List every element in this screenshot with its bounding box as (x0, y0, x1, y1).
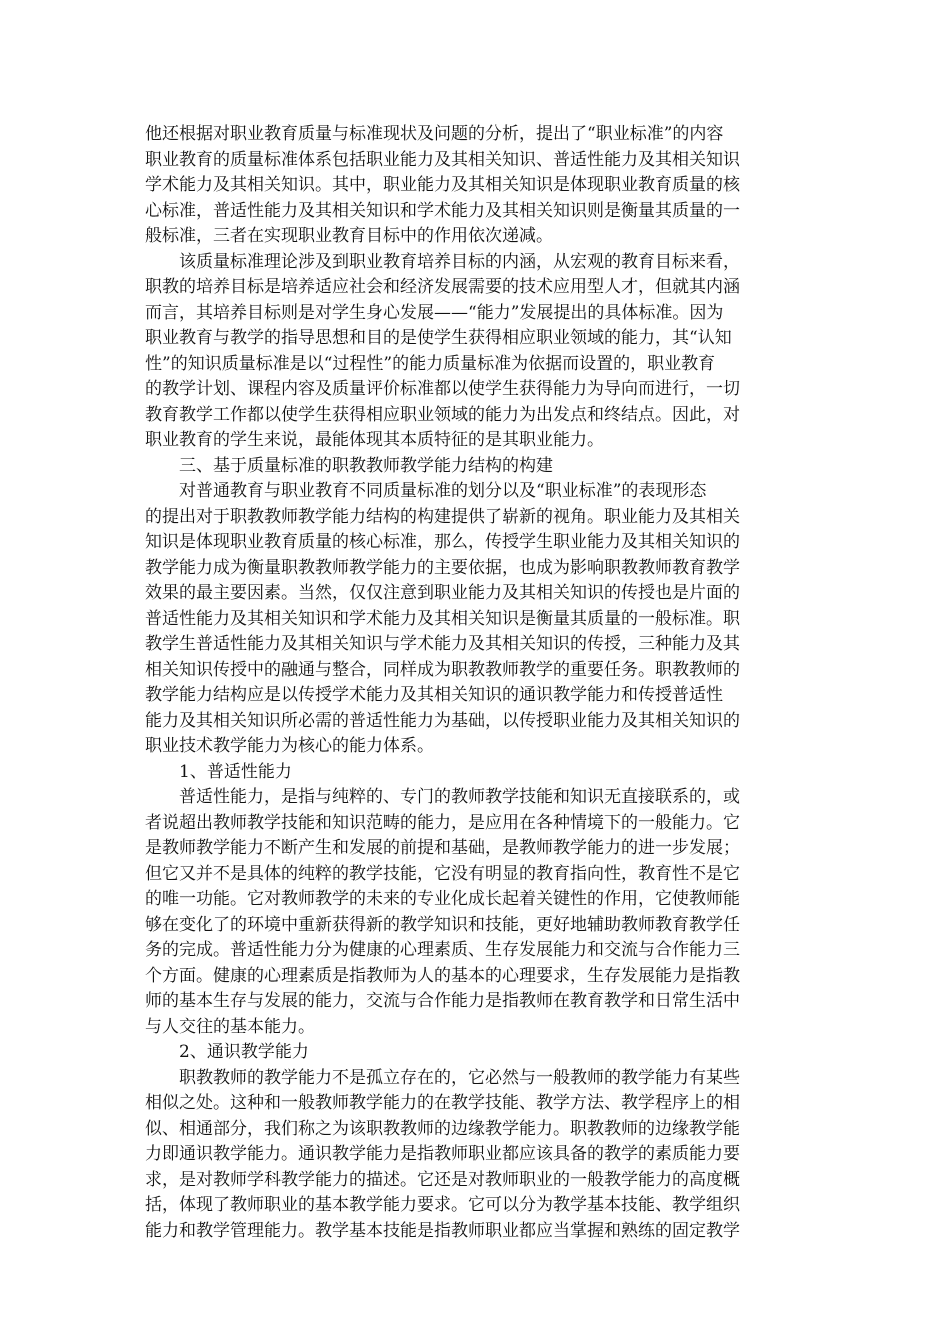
text-line: 他还根据对职业教育质量与标准现状及问题的分析，提出了“职业标准”的内容 (145, 124, 724, 144)
text-line: 是教师教学能力不断产生和发展的前提和基础，是教师教学能力的进一步发展； (145, 838, 740, 858)
body-text (145, 122, 809, 1244)
subsection-heading: 1、普适性能力 (145, 761, 292, 782)
text-line: 教育教学工作都以使学生获得相应职业领域的能力为出发点和终结点。因此，对 (145, 404, 740, 425)
text-line: 但它又并不是具体的纯粹的教学技能，它没有明显的教育指向性，教育性不是它 (145, 863, 740, 884)
text-line: 职教教师的教学能力不是孤立存在的，它必然与一般教师的教学能力有某些 (145, 1067, 740, 1088)
text-line: 相关知识传授中的融通与整合，同样成为职教教师教学的重要任务。职教教师的 (145, 659, 740, 680)
text-line: 教学生普适性能力及其相关知识与学术能力及其相关知识的传授，三种能力及其 (145, 634, 740, 654)
text-line: 职教的培养目标是培养适应社会和经济发展需要的技术应用型人才，但就其内涵 (145, 277, 740, 297)
subsection-heading: 2、通识教学能力 (145, 1042, 309, 1062)
text-line: 职业教育的学生来说，最能体现其本质特征的是其职业能力。 (145, 430, 604, 450)
section-heading: 三、基于质量标准的职教教师教学能力结构的构建 (145, 455, 553, 476)
text-line: 的教学计划、课程内容及质量评价标准都以使学生获得能力为导向而进行，一切 (145, 379, 740, 399)
text-line: 似、相通部分，我们称之为该职教教师的边缘教学能力。职教教师的边缘教学能 (145, 1118, 740, 1139)
text-line: 普适性能力及其相关知识和学术能力及其相关知识是衡量其质量的一般标准。职 (145, 608, 740, 629)
text-line: 能力及其相关知识所必需的普适性能力为基础，以传授职业能力及其相关知识的 (145, 710, 740, 731)
text-line: 个方面。健康的心理素质是指教师为人的基本的心理要求，生存发展能力是指教 (145, 965, 740, 986)
text-line: 该质量标准理论涉及到职业教育培养目标的内涵，从宏观的教育目标来看， (145, 251, 740, 272)
text-line: 职业技术教学能力为核心的能力体系。 (145, 736, 434, 756)
text-line: 务的完成。普适性能力分为健康的心理素质、生存发展能力和交流与合作能力三 (145, 940, 740, 960)
text-line: 而言，其培养目标则是对学生身心发展——“能力”发展提出的具体标准。因为 (145, 302, 724, 323)
text-line: 力即通识教学能力。通识教学能力是指教师职业都应该具备的教学的素质能力要 (145, 1144, 740, 1164)
text-line: 对普通教育与职业教育不同质量标准的划分以及“职业标准”的表现形态 (145, 481, 707, 501)
text-line: 职业教育与教学的指导思想和目的是使学生获得相应职业领域的能力，其“认知 (145, 328, 732, 348)
text-line: 的提出对于职教教师教学能力结构的构建提供了崭新的视角。职业能力及其相关 (145, 506, 740, 527)
text-line: 的唯一功能。它对教师教学的未来的专业化成长起着关键性的作用，它使教师能 (145, 889, 740, 909)
text-line: 括，体现了教师职业的基本教学能力要求。它可以分为教学基本技能、教学组织 (145, 1195, 740, 1215)
text-line: 教学能力成为衡量职教教师教学能力的主要依据，也成为影响职教教师教育教学 (145, 557, 740, 578)
text-line: 知识是体现职业教育质量的核心标准，那么，传授学生职业能力及其相关知识的 (145, 532, 740, 552)
text-line: 般标准，三者在实现职业教育目标中的作用依次递减。 (145, 226, 553, 246)
text-line: 相似之处。这种和一般教师教学能力的在教学技能、教学方法、教学程序上的相 (145, 1093, 740, 1113)
text-line: 与人交往的基本能力。 (145, 1016, 315, 1037)
text-line: 普适性能力，是指与纯粹的、专门的教师教学技能和知识无直接联系的，或 (145, 787, 740, 807)
text-line: 效果的最主要因素。当然，仅仅注意到职业能力及其相关知识的传授也是片面的 (145, 583, 740, 603)
text-line: 者说超出教师教学技能和知识范畴的能力，是应用在各种情境下的一般能力。它 (145, 812, 740, 833)
text-line: 教学能力结构应是以传授学术能力及其相关知识的通识教学能力和传授普适性 (145, 685, 723, 705)
text-line: 够在变化了的环境中重新获得新的教学知识和技能，更好地辅助教师教育教学任 (145, 914, 740, 935)
text-line: 求，是对教师学科教学能力的描述。它还是对教师职业的一般教学能力的高度概 (145, 1169, 740, 1190)
text-line: 职业教育的质量标准体系包括职业能力及其相关知识、普适性能力及其相关知识 (145, 149, 740, 170)
text-line: 师的基本生存与发展的能力，交流与合作能力是指教师在教育教学和日常生活中 (145, 991, 740, 1011)
text-line: 性”的知识质量标准是以“过程性”的能力质量标准为依据而设置的，职业教育 (145, 353, 716, 374)
text-line: 心标准，普适性能力及其相关知识和学术能力及其相关知识则是衡量其质量的一 (145, 200, 740, 221)
text-line: 能力和教学管理能力。教学基本技能是指教师职业都应当掌握和熟练的固定教学 (145, 1220, 740, 1241)
text-line: 学术能力及其相关知识。其中，职业能力及其相关知识是体现职业教育质量的核 (145, 175, 740, 195)
